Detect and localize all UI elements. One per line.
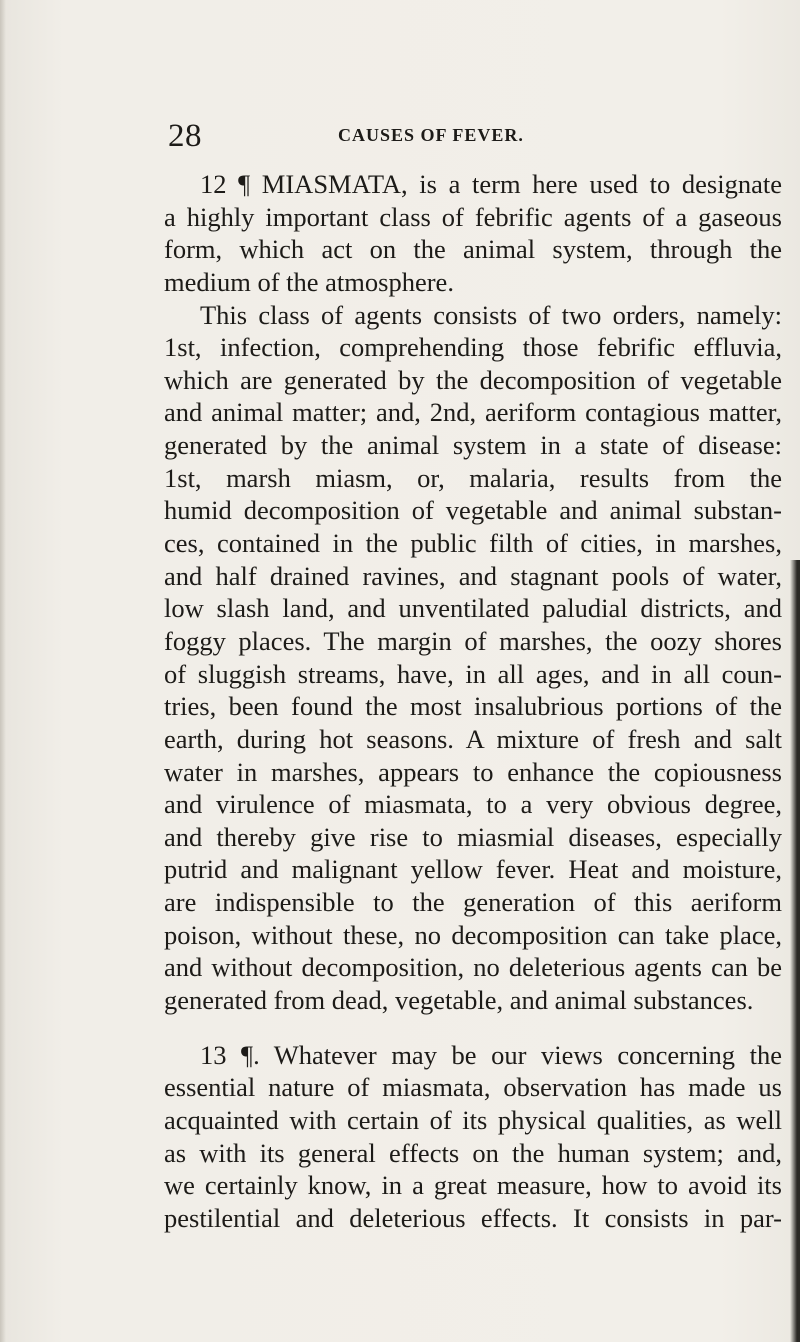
- text-line: of sluggish streams, have, in all ages, and in all coun-: [164, 658, 782, 689]
- body-text: [164, 168, 782, 1235]
- text-line: tries, been found the most insalubrious portions of the: [164, 691, 782, 722]
- page-right-edge-shadow: [790, 560, 800, 1342]
- text-line: generated from dead, vegetable, and animal substances.: [164, 985, 754, 1016]
- text-line: 1st, marsh miasm, or, malaria, results from the: [164, 462, 782, 493]
- text-line: generated by the animal system in a state of disease:: [164, 430, 782, 461]
- page-number: 28: [168, 118, 202, 154]
- text-line: water in marshes, appears to enhance the copiousness: [164, 756, 782, 787]
- text-line: humid decomposition of vegetable and animal substan-: [164, 495, 782, 526]
- text-line: we certainly know, in a great measure, how to avoid its: [164, 1170, 782, 1201]
- text-line: pestilential and deleterious effects. It consists in par-: [164, 1202, 782, 1233]
- text-line: form, which act on the animal system, through the: [164, 234, 782, 265]
- page-left-edge: [0, 0, 6, 1342]
- paragraph-13: [164, 1039, 782, 1235]
- text-line: which are generated by the decomposition of vegetable: [164, 364, 782, 395]
- running-head: [168, 116, 768, 156]
- text-line: essential nature of miasmata, observation has made us: [164, 1072, 782, 1103]
- text-line: and half drained ravines, and stagnant pools of water,: [164, 560, 782, 591]
- text-line: putrid and malignant yellow fever. Heat and moisture,: [164, 854, 782, 885]
- text-line: earth, during hot seasons. A mixture of fresh and salt: [164, 723, 782, 754]
- text-line: This class of agents consists of two orders, namely:: [200, 299, 782, 330]
- text-line: 12 ¶ MIASMATA, is a term here used to designate: [200, 169, 782, 199]
- paragraph-12: [164, 168, 782, 1017]
- text-line: and virulence of miasmata, to a very obvious degree,: [164, 789, 782, 820]
- text-line: and animal matter; and, 2nd, aeriform contagious matter,: [164, 397, 782, 428]
- text-line: acquainted with certain of its physical qualities, as well: [164, 1104, 782, 1135]
- text-line: 13 ¶. Whatever may be our views concerning the: [200, 1039, 782, 1070]
- text-line: ces, contained in the public filth of cities, in marshes,: [164, 528, 782, 559]
- running-head-title: CAUSES OF FEVER.: [338, 125, 524, 145]
- text-line: 1st, infection, comprehending those febrific effluvia,: [164, 332, 782, 363]
- text-line: and thereby give rise to miasmial diseases, especially: [164, 821, 782, 852]
- paragraph-gap: [164, 1017, 782, 1039]
- text-line: are indispensible to the generation of this aeriform: [164, 887, 782, 918]
- text-line: and without decomposition, no deleterious agents can be: [164, 952, 782, 983]
- text-line: low slash land, and unventilated paludial districts, and: [164, 593, 782, 624]
- text-line: as with its general effects on the human system; and,: [164, 1137, 782, 1168]
- text-line: foggy places. The margin of marshes, the oozy shores: [164, 625, 782, 656]
- text-line: medium of the atmosphere.: [164, 266, 454, 297]
- text-line: poison, without these, no decomposition can take place,: [164, 919, 782, 950]
- text-line: a highly important class of febrific agents of a gaseous: [164, 201, 782, 232]
